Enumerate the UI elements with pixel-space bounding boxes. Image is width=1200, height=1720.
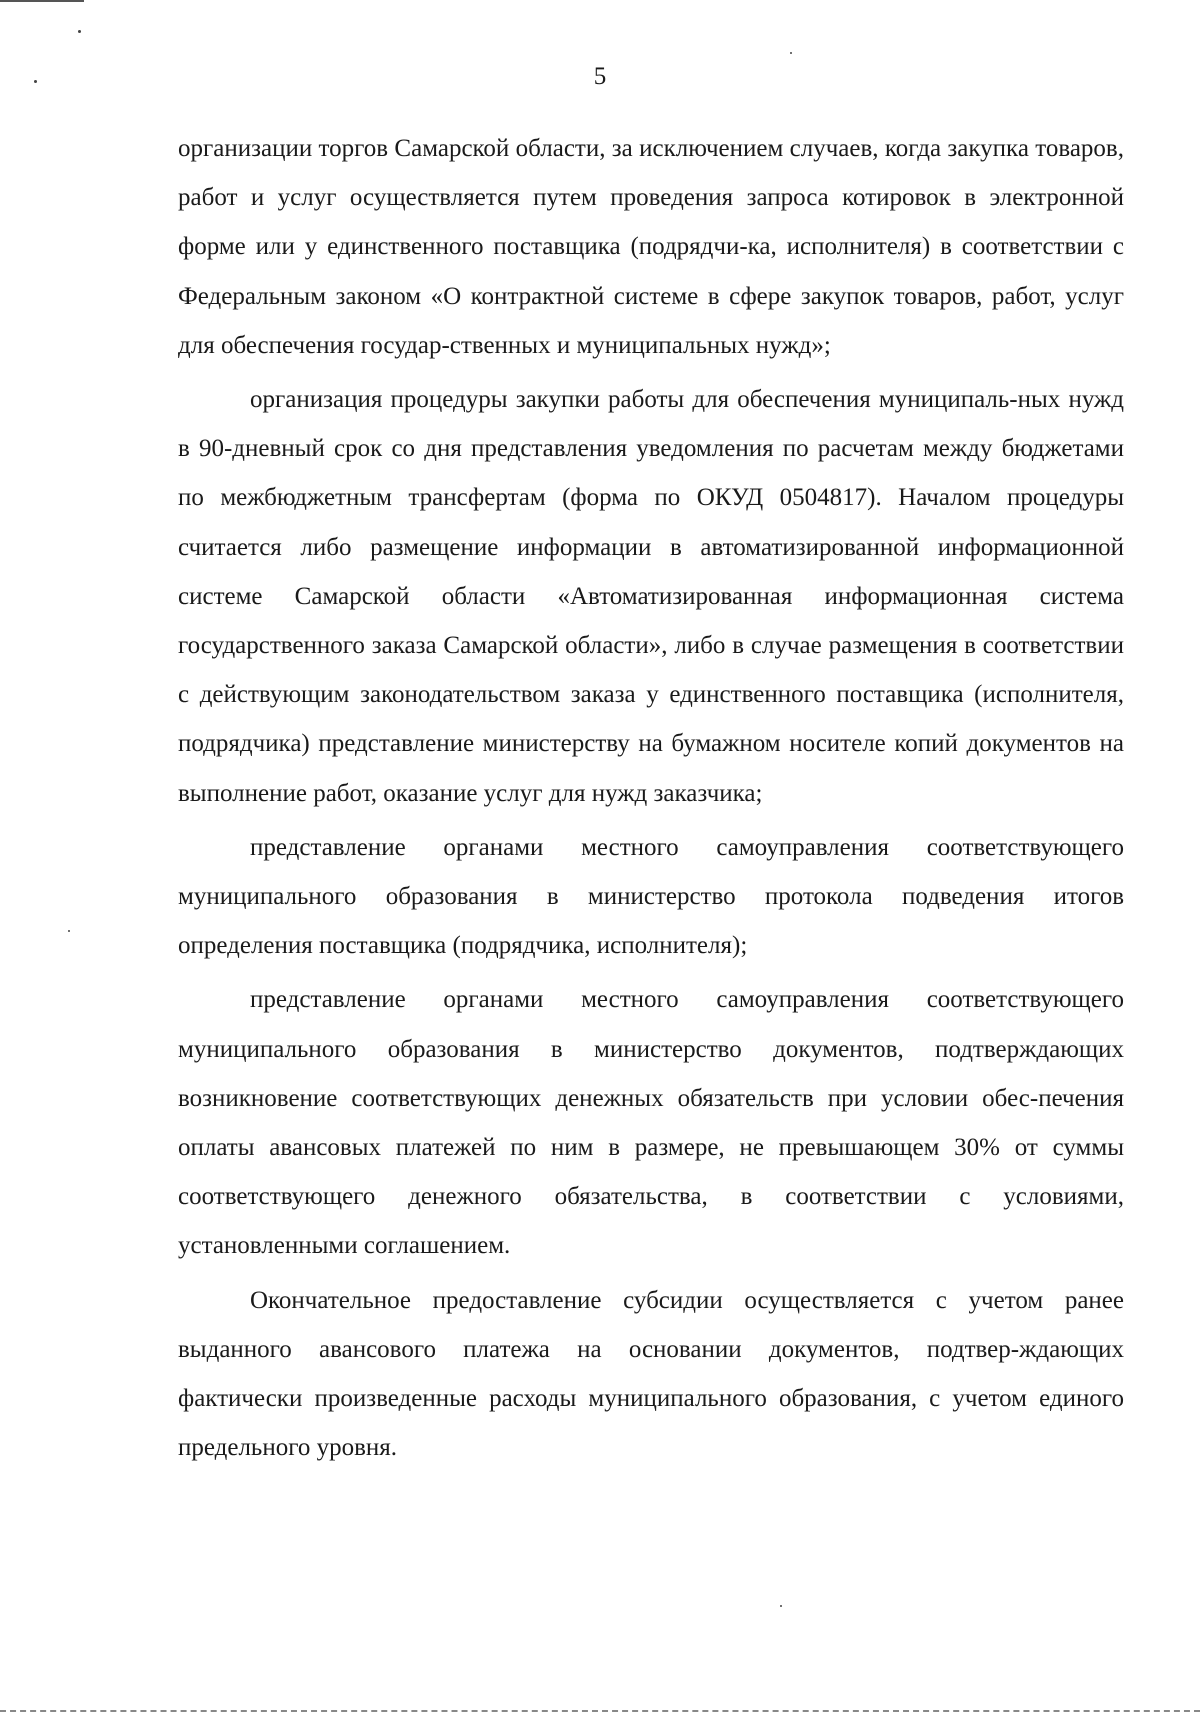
paragraph-procurement-procedure: организация процедуры закупки работы для обеспечения муниципаль-ных нужд в 90-дневный срок со дня представления уведомления по расчетам между бюджетами по межбюджетным трансфертам (форма по ОКУД 0504817). Началом процедуры считается либо размещение информации в автоматизированной информационной системе Самарской области «Автоматизированная информационная система государственного заказа Самарской области», либо в случае размещения в соответствии с действующим законодательством заказа у единственного поставщика (исполнителя, подрядчика) представление министерству на бумажном носителе копий документов на выполнение работ, оказание услуг для нужд заказчика; — [178, 386, 1124, 807]
paragraph-obligation-documents: представление органами местного самоуправления соответствующего муниципального образования в министерство документов, подтверждающих возникновение соответствующих денежных обязательств при условии обес-печения оплаты авансовых платежей по ним в размере, не превышающем 30% от суммы соответствующего денежного обязательства, в соответствии с условиями, установленными соглашением. — [178, 986, 1124, 1260]
scan-edge-top — [0, 0, 84, 2]
scan-speck — [780, 1605, 782, 1607]
page-number: 5 — [593, 63, 607, 90]
paragraph-final-subsidy: Окончательное предоставление субсидии осуществляется с учетом ранее выданного авансового платежа на основании документов, подтвер-ждающих фактически произведенные расходы муниципального образования, с учетом единого предельного уровня. — [178, 1286, 1124, 1462]
scan-edge-bottom — [0, 1710, 1200, 1712]
scan-speck — [68, 930, 70, 932]
paragraph-continuation: организации торгов Самарской области, за исключением случаев, когда закупка товаров, работ и услуг осуществляется путем проведения запроса котировок в электронной форме или у единственного поставщика (подрядчи-ка, исполнителя) в соответствии с Федеральным законом «О контрактной системе в сфере закупок товаров, работ, услуг для обеспечения государ-ственных и муниципальных нужд»; — [178, 135, 1124, 359]
paragraph-protocol-submission: представление органами местного самоуправления соответствующего муниципального образования в министерство протокола подведения итогов определения поставщика (подрядчика, исполнителя); — [178, 833, 1124, 960]
scan-speck — [78, 30, 81, 33]
document-body — [178, 124, 1124, 1472]
scan-speck — [790, 52, 792, 54]
